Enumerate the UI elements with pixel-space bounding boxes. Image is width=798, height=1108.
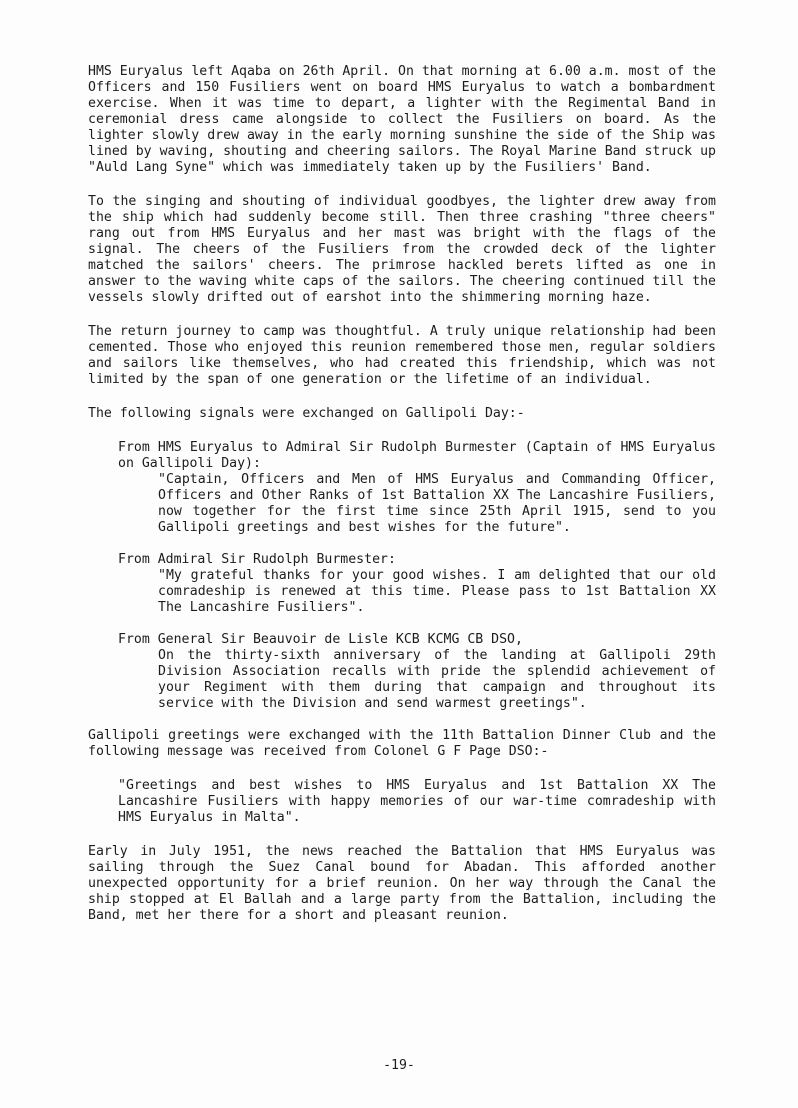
- paragraph-signals-intro: The following signals were exchanged on Gallipoli Day:-: [88, 406, 525, 421]
- body-text: [88, 64, 716, 924]
- signal-message: "Captain, Officers and Men of HMS Euryalus and Commanding Officer, Officers and Other Ranks of 1st Battalion XX The Lancashire Fusiliers, now together for the first time since 25th April 1915, send to you Gallipoli greetings and best wishes for the future".: [158, 472, 716, 535]
- signal-from-line: From HMS Euryalus to Admiral Sir Rudolph Burmester (Captain of HMS Euryalus on Gallipoli Day):: [118, 440, 716, 471]
- signal-from-burmester: [118, 552, 716, 616]
- paragraph-return-journey: The return journey to camp was thoughtful. A truly unique relationship had been cemented. Those who enjoyed this reunion remembered those men, regular soldiers and sailors like themselves, who had created this friendship, which was not limited by the span of one generation or the lifetime of an individual.: [88, 324, 716, 387]
- signal-from-de-lisle: [118, 632, 716, 712]
- page-number: -19-: [383, 1058, 415, 1073]
- paragraph-greetings-intro: Gallipoli greetings were exchanged with the 11th Battalion Dinner Club and the following message was received from Colonel G F Page DSO:-: [88, 728, 716, 759]
- signal-from-line: From Admiral Sir Rudolph Burmester:: [118, 552, 396, 567]
- signal-message: On the thirty-sixth anniversary of the landing at Gallipoli 29th Division Association recalls with pride the splendid achievement of your Regiment with them during that campaign and throughout its service with the Division and send warmest greetings".: [158, 648, 716, 711]
- signal-from-line: From General Sir Beauvoir de Lisle KCB KCMG CB DSO,: [118, 632, 523, 647]
- greetings-quote: "Greetings and best wishes to HMS Euryalus and 1st Battalion XX The Lancashire Fusiliers with happy memories of our war-time comradeship with HMS Euryalus in Malta".: [118, 778, 716, 825]
- paragraph-closing: Early in July 1951, the news reached the Battalion that HMS Euryalus was sailing through the Suez Canal bound for Abadan. This afforded another unexpected opportunity for a brief reunion. On her way through the Canal the ship stopped at El Ballah and a large party from the Battalion, including the Band, met her there for a short and pleasant reunion.: [88, 844, 716, 923]
- paragraph-goodbyes: To the singing and shouting of individual goodbyes, the lighter drew away from the ship which had suddenly become still. Then three crashing "three cheers" rang out from HMS Euryalus and her mast was bright with the flags of the signal. The cheers of the Fusiliers from the crowded deck of the lighter matched the sailors' cheers. The primrose hackled berets lifted as one in answer to the waving white caps of the sailors. The cheering continued till the vessels slowly drifted out of earshot into the shimmering morning haze.: [88, 194, 716, 305]
- signal-euryalus-to-burmester: [118, 440, 716, 536]
- signal-message: "My grateful thanks for your good wishes. I am delighted that our old comradeship is renewed at this time. Please pass to 1st Battalion XX The Lancashire Fusiliers".: [158, 568, 716, 615]
- paragraph-departure: HMS Euryalus left Aqaba on 26th April. On that morning at 6.00 a.m. most of the Officers and 150 Fusiliers went on board HMS Euryalus to watch a bombardment exercise. When it was time to depart, a lighter with the Regimental Band in ceremonial dress came alongside to collect the Fusiliers on board. As the lighter slowly drew away in the early morning sunshine the side of the Ship was lined by waving, shouting and cheering sailors. The Royal Marine Band struck up "Auld Lang Syne" which was immediately taken up by the Fusiliers' Band.: [88, 64, 716, 175]
